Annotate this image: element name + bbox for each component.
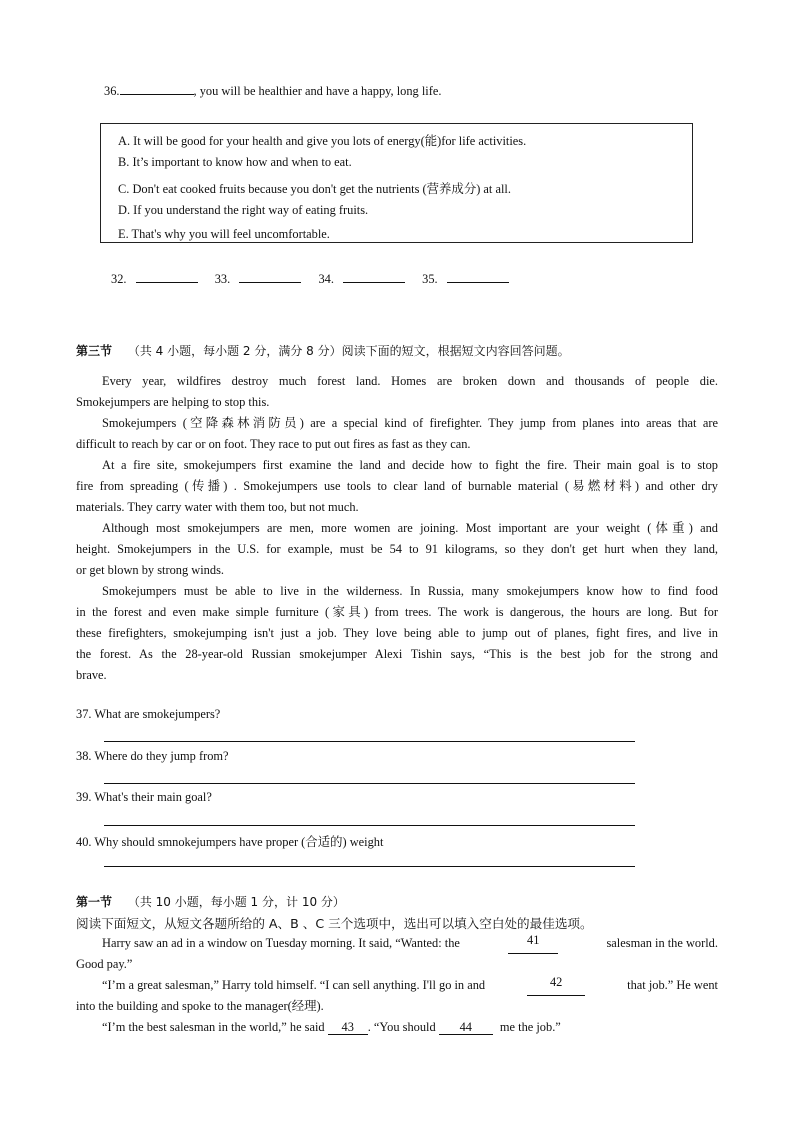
blank-label-34: 34. [318,272,334,286]
passage-line: fire from spreading (传播) . Smokejumpers use tools to clear land of burnable material (易燃材料) and other dry [76,479,718,493]
passage-line: Smokejumpers (空降森林消防员) are a special kind of firefighter. They jump from planes into areas that are [102,416,718,430]
option-c: C. Don't eat cooked fruits because you don't get the nutrients (营养成分) at all. [118,182,511,196]
passage-line: the forest. As the 28-year-old Russian smokejumper Alexi Tishin says, “This is the best job for the strong and [76,647,718,661]
answer-blank-32[interactable] [136,270,198,283]
question-37: 37. What are smokejumpers? [76,707,221,721]
question-38: 38. Where do they jump from? [76,749,229,763]
option-a: A. It will be good for your health and give you lots of energy(能)for life activities. [118,134,527,148]
section1-title: 第一节 [76,895,113,909]
passage [76,371,718,686]
cloze-text: “I’m the best salesman in the world,” he said [102,1020,325,1034]
answer-line-37[interactable] [104,741,635,742]
passage-line: At a fire site, smokejumpers first examine the land and decide how to fight the fire. Their main goal is to stop [102,458,718,472]
passage-line: materials. They carry water with them too, but not much. [76,500,359,514]
passage-line: Every year, wildfires destroy much forest land. Homes are broken down and thousands of people die. [102,374,718,388]
section1-instruction-2: 阅读下面短文，从短文各题所给的 A、B 、C 三个选项中，选出可以填入空白处的最佳选项。 [76,916,593,931]
cloze-passage [76,933,718,1038]
option-b: B. It’s important to know how and when to eat. [118,155,352,169]
question-40: 40. Why should smnokejumpers have proper (合适的) weight [76,835,384,849]
answer-line-39[interactable] [104,825,635,826]
option-e: E. That's why you will feel uncomfortable. [118,227,330,241]
cloze-text: “I’m a great salesman,” Harry told himself. “I can sell anything. I'll go in and [102,978,486,992]
answer-blank-33[interactable] [239,270,301,283]
blank-label-35: 35. [422,272,438,286]
passage-line: or get blown by strong winds. [76,563,224,577]
passage-line: Smokejumpers are helping to stop this. [76,395,270,409]
blank-label-33: 33. [214,272,231,286]
cloze-text: that job.” He went [627,978,718,992]
question-39: 39. What's their main goal? [76,790,212,804]
options-box [100,123,693,243]
passage-line: Smokejumpers must be able to live in the wilderness. In Russia, many smokejumpers know how to find food [102,584,718,598]
section3-heading [76,342,570,359]
answer-blank-35[interactable] [447,270,509,283]
cloze-text: me the job.” [499,1020,561,1034]
section3-title: 第三节 [76,344,113,358]
cloze-text: Harry saw an ad in a window on Tuesday morning. It said, “Wanted: the [102,936,460,950]
question-36-blank[interactable] [120,82,194,95]
answer-line-40[interactable] [104,866,635,867]
cloze-text: Good pay.” [76,957,133,971]
blank-label-32: 32. [111,272,127,286]
section3-instruction: （共 4 小题，每小题 2 分，满分 8 分）阅读下面的短文，根据短文内容回答问题。 [127,344,570,358]
question-36-text: , you will be healthier and have a happy, long life. [193,84,442,98]
answer-blanks-row [111,270,509,287]
question-36-number: 36. [104,84,120,98]
cloze-blank-43[interactable]: 43 [328,1020,368,1035]
cloze-blank-42[interactable]: 42 [527,975,585,996]
option-d: D. If you understand the right way of eating fruits. [118,203,369,217]
cloze-text: . “You should [367,1020,436,1034]
passage-line: Although most smokejumpers are men, more women are joining. Most important are your weight (体重) and [102,521,718,535]
question-36 [104,82,441,99]
passage-line: difficult to reach by car or on foot. They race to put out fires as fast as they can. [76,437,471,451]
passage-line: brave. [76,668,107,682]
passage-line: height. Smokejumpers in the U.S. for example, must be 54 to 91 kilograms, so they don't get hurt when they land, [76,542,718,556]
passage-line: these firefighters, smokejumping isn't just a job. They love being able to jump out of planes, fight fires, and live in [76,626,718,640]
cloze-blank-41[interactable]: 41 [508,933,558,954]
section1-heading [76,893,345,910]
cloze-text: into the building and spoke to the manager(经理). [76,999,324,1013]
cloze-text: salesman in the world. [606,936,718,950]
cloze-blank-44[interactable]: 44 [439,1020,493,1035]
passage-line: in the forest and even make simple furniture (家具) from trees. The work is dangerous, the hours are long. But for [76,605,718,619]
answer-line-38[interactable] [104,783,635,784]
section1-instruction: （共 10 小题，每小题 1 分，计 10 分） [127,895,345,909]
answer-blank-34[interactable] [343,270,405,283]
